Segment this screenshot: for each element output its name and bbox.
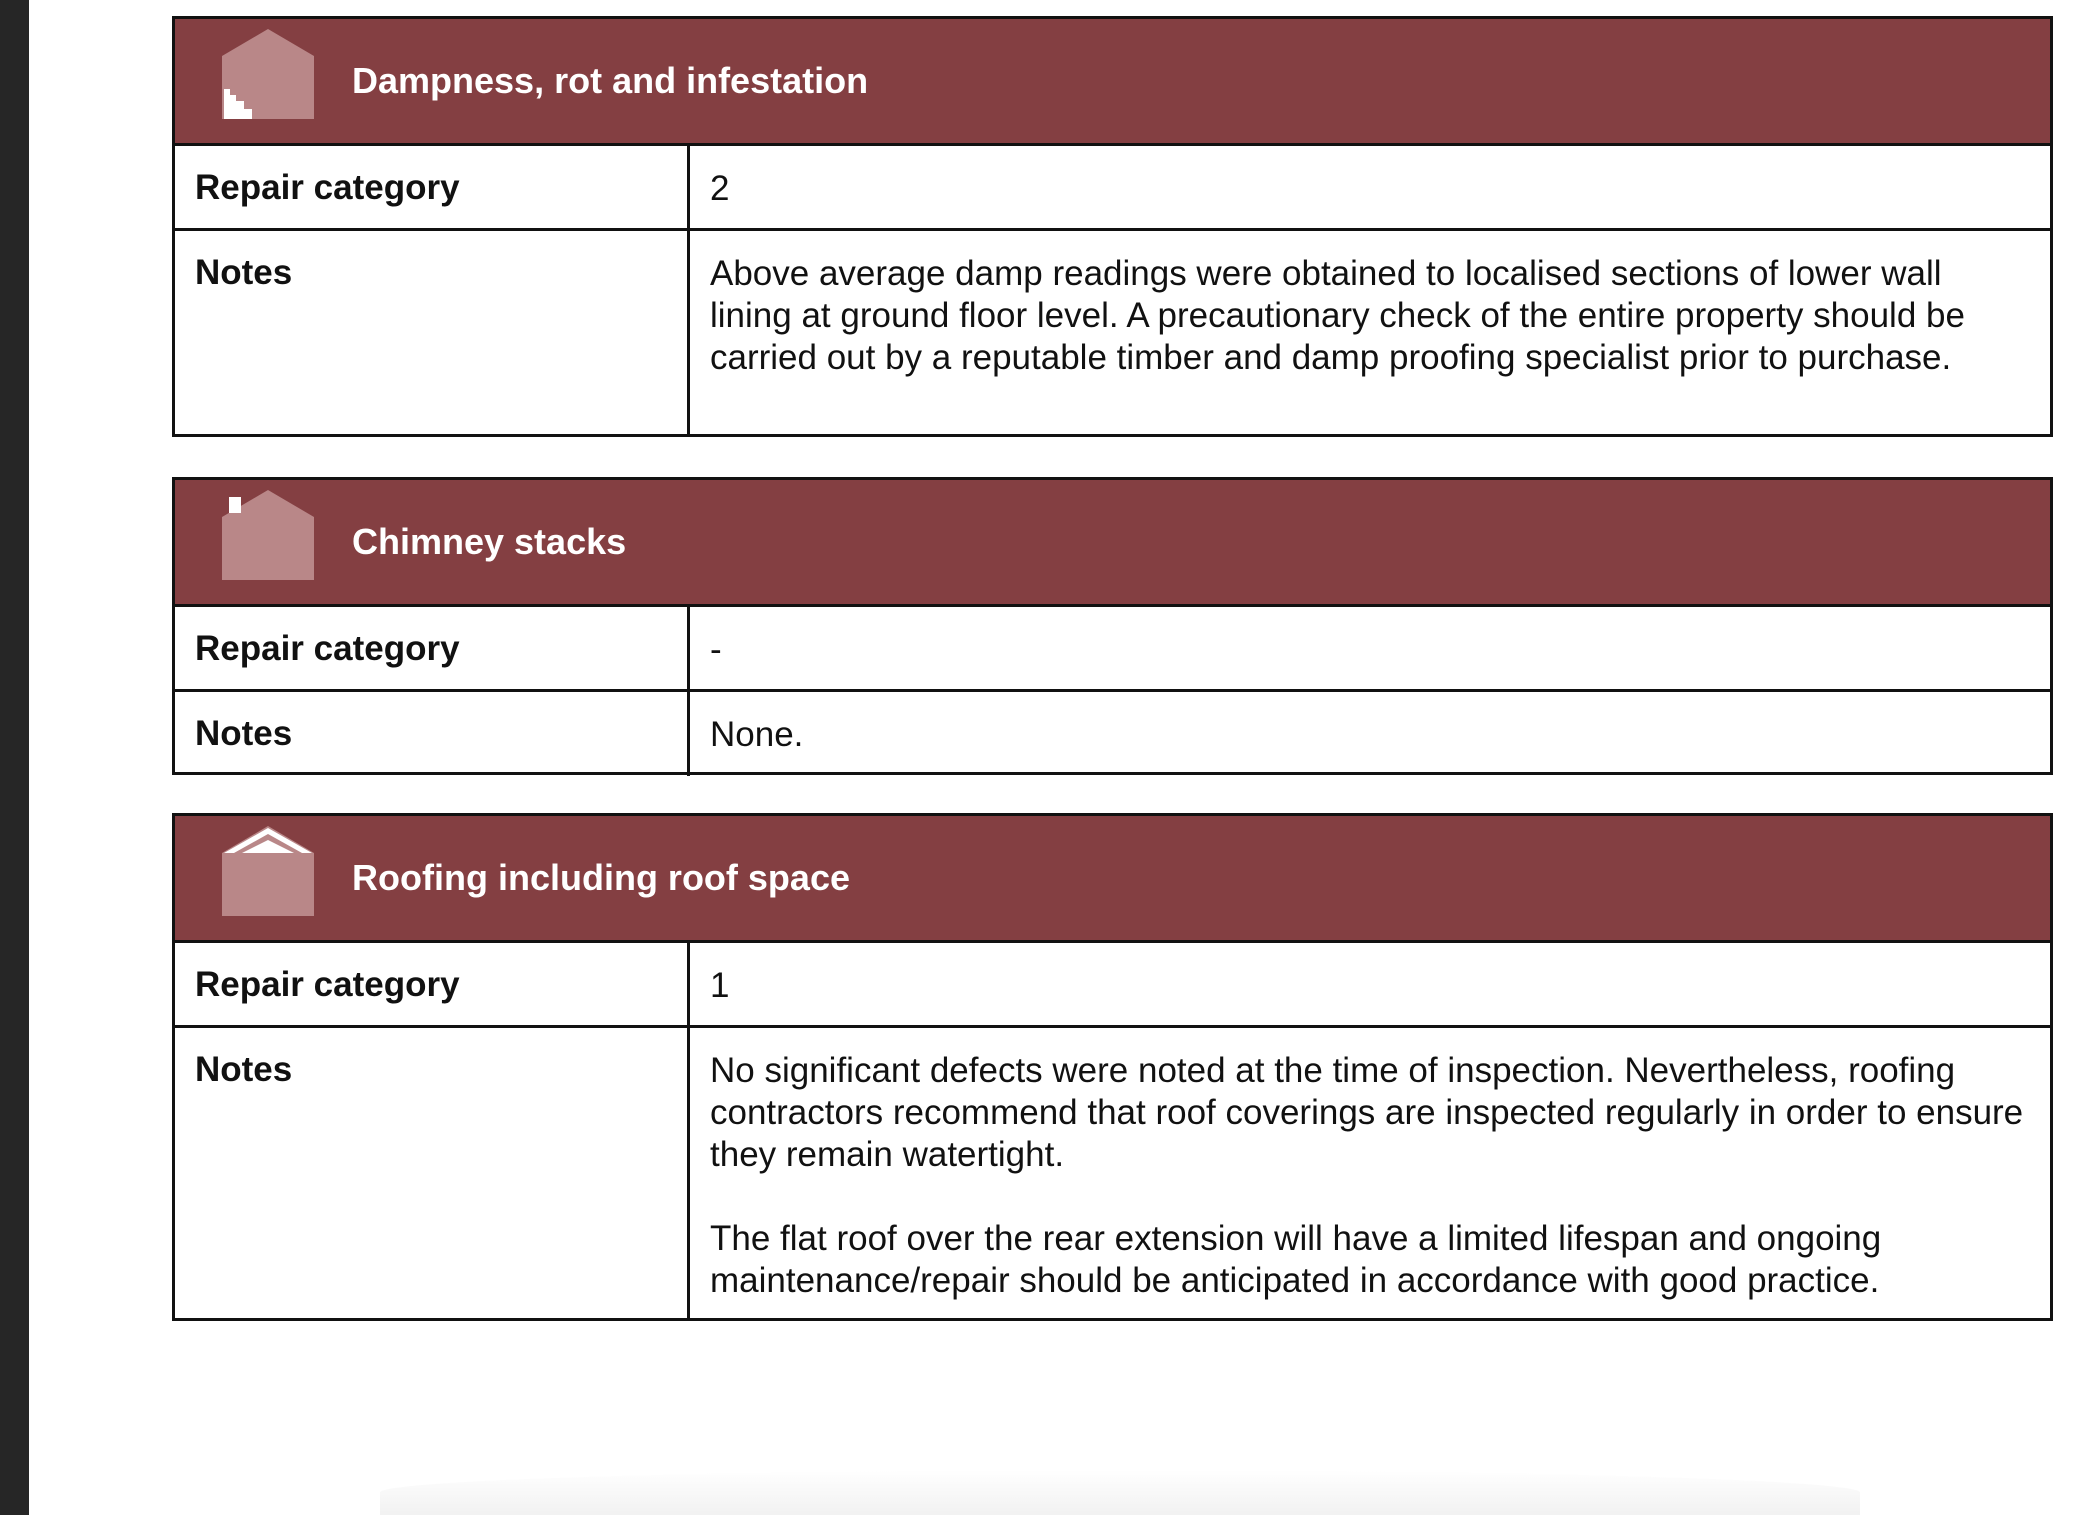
notes-label: Notes	[175, 692, 690, 776]
notes-paragraph: None.	[710, 715, 804, 754]
section-header	[175, 480, 2050, 607]
notes-row	[175, 692, 2050, 776]
section-roofing	[172, 813, 2053, 1321]
repair-category-label: Repair category	[175, 607, 690, 689]
repair-category-label: Repair category	[175, 146, 690, 228]
notes-row	[175, 231, 2050, 437]
notes-label: Notes	[175, 231, 690, 437]
repair-category-label: Repair category	[175, 943, 690, 1025]
viewer-left-edge	[0, 0, 29, 1515]
house-dampness-icon	[222, 29, 314, 119]
notes-value	[690, 692, 2050, 776]
notes-label: Notes	[175, 1028, 690, 1321]
page-shadow	[380, 1470, 1860, 1515]
notes-paragraph: Above average damp readings were obtained to localised sections of lower wall lining at ground floor level. A precautionary check of the entire property should be carried out by a reputable timber and damp proofing specialist prior to purchase.	[710, 254, 1965, 377]
section-title: Chimney stacks	[352, 521, 627, 562]
repair-category-value: 1	[710, 966, 730, 1005]
repair-category-row	[175, 607, 2050, 692]
notes-paragraph: No significant defects were noted at the time of inspection. Nevertheless, roofing contractors recommend that roof coverings are inspected regularly in order to ensure they remain watertight.	[710, 1051, 2024, 1174]
notes-value	[690, 1028, 2050, 1321]
repair-category-row	[175, 146, 2050, 231]
section-title: Roofing including roof space	[352, 857, 850, 898]
section-header	[175, 19, 2050, 146]
section-header	[175, 816, 2050, 943]
repair-category-value: 2	[710, 169, 730, 208]
notes-paragraph: The flat roof over the rear extension will have a limited lifespan and ongoing maintenance/repair should be anticipated in accordance with good practice.	[710, 1219, 1882, 1300]
house-roof-icon	[222, 826, 314, 916]
repair-category-value: -	[710, 630, 722, 669]
house-chimney-icon	[222, 490, 314, 580]
notes-value	[690, 231, 2050, 437]
notes-row	[175, 1028, 2050, 1321]
section-title: Dampness, rot and infestation	[352, 60, 869, 101]
section-dampness	[172, 16, 2053, 437]
repair-category-row	[175, 943, 2050, 1028]
section-chimney-stacks	[172, 477, 2053, 775]
